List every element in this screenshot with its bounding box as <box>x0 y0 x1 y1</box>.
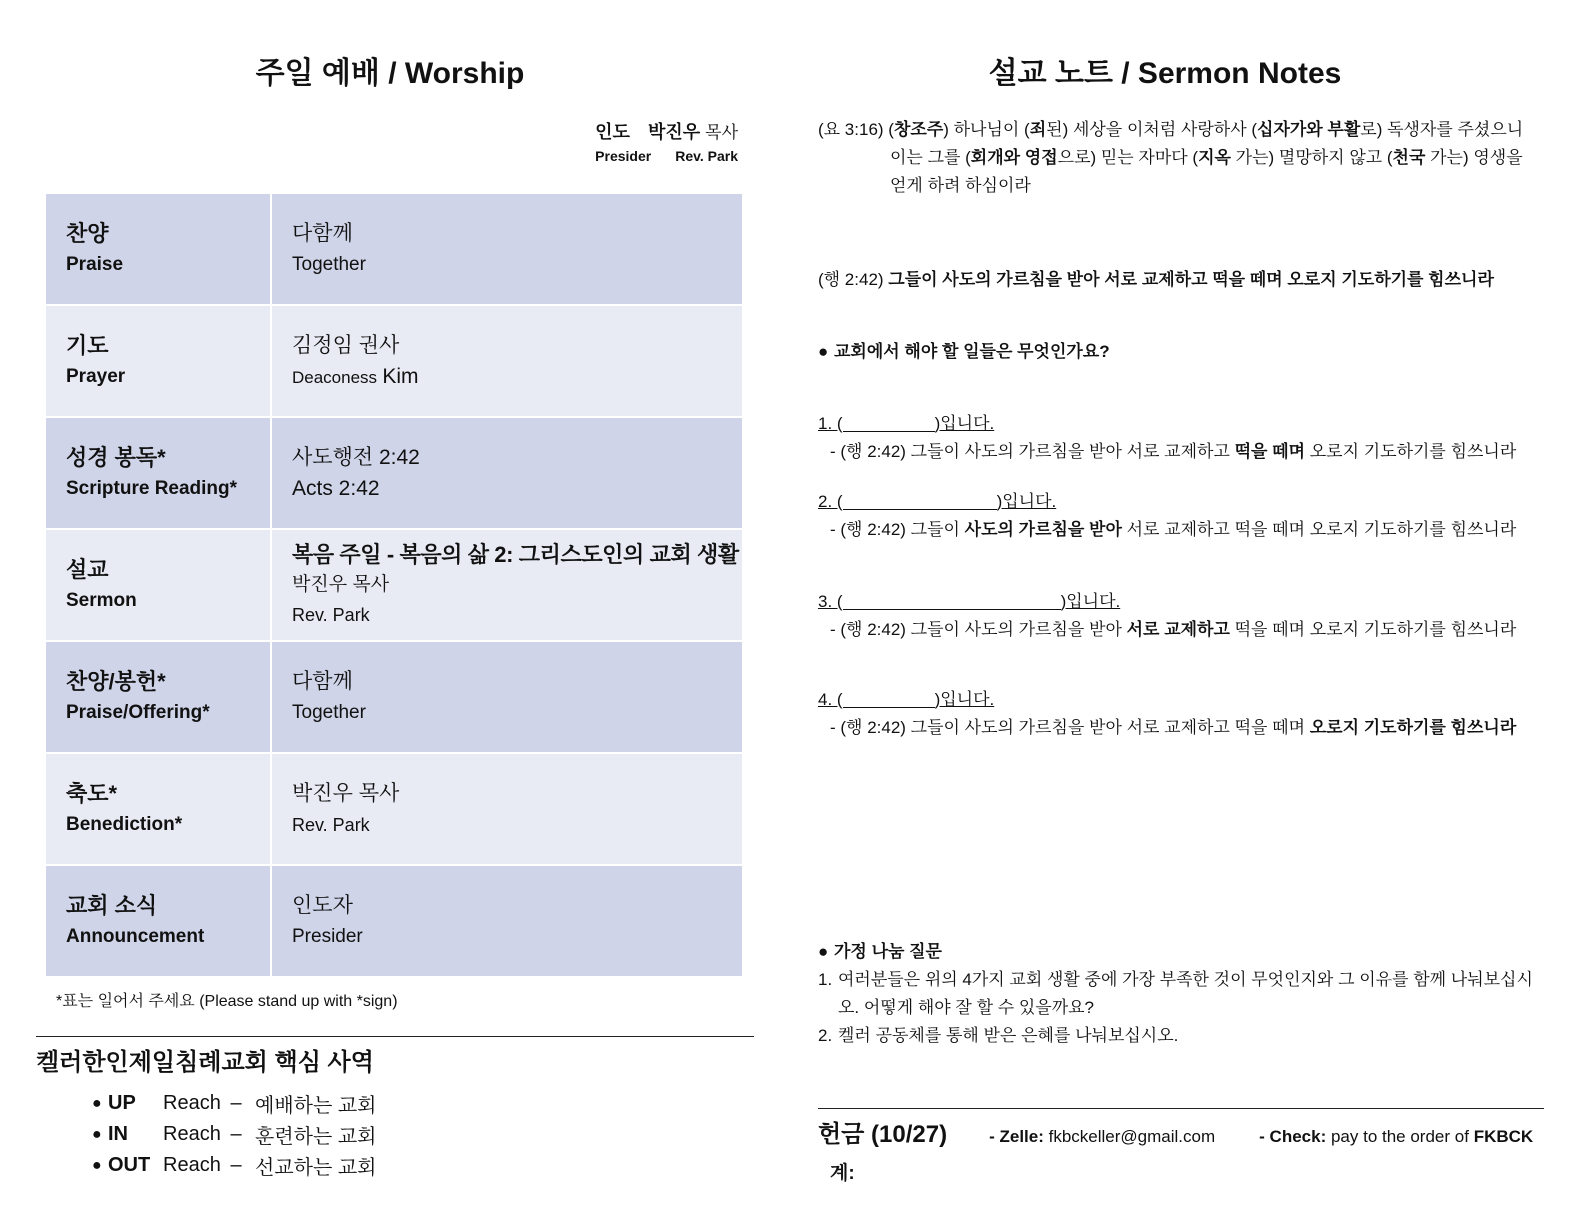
order-label-ko: 찬양 <box>66 221 109 246</box>
sermon-title-value: 복음 주일 - 복음의 삶 2: 그리스도인의 교회 생활 <box>292 542 739 567</box>
order-value-en: Acts 2:42 <box>292 477 380 500</box>
presider-label-en: Presider <box>595 148 652 164</box>
ministry-dash: – <box>230 1154 242 1176</box>
offering-heading: 헌금 (10/27) <box>818 1121 948 1148</box>
ministry-key: IN <box>108 1123 128 1145</box>
ministry-title: 켈러한인제일침례교회 핵심 사역 <box>36 1049 374 1076</box>
blank-answer: 창조주 <box>893 120 944 139</box>
ministry-reach: Reach <box>163 1123 221 1145</box>
ministry-key: UP <box>108 1092 136 1114</box>
divider <box>818 1108 1544 1109</box>
fill-in-blank[interactable] <box>843 491 997 510</box>
order-value-ko: 박진우 목사 <box>292 782 400 805</box>
order-value-en-name: Kim <box>382 364 419 388</box>
fill-in-blank[interactable] <box>843 591 1061 610</box>
blank-answer: 회개와 영접 <box>970 148 1058 167</box>
order-value-en: Rev. Park <box>292 815 370 835</box>
order-label-ko: 교회 소식 <box>66 893 158 918</box>
worship-order-table <box>44 192 744 978</box>
ministry-reach: Reach <box>163 1092 221 1114</box>
ministry-desc: 예배하는 교회 <box>255 1095 377 1117</box>
order-label-ko: 축도* <box>66 781 118 806</box>
bullet-icon: ● <box>818 342 829 361</box>
verse-john-3-16: (요 3:16) (창조주) 하나님이 (죄된) 세상을 이처럼 사랑하사 (십자가와 부활로) 독생자를 주셨으니 이는 그를 (회개와 영접으로) 믿는 자마다 (지옥 가는) 멸망하지 않고 (천국 가는) 영생을 얻게 하려 하심이라 <box>818 120 1524 195</box>
ministry-item-in <box>92 1119 376 1150</box>
order-value-ko: 박진우 목사 <box>292 574 390 595</box>
order-label-ko: 성경 봉독* <box>66 445 166 470</box>
order-value-ko: 김정임 권사 <box>292 333 400 357</box>
verse-ref: (행 2:42) <box>818 270 884 289</box>
order-label-en: Prayer <box>66 366 126 387</box>
sermon-point-3: 3. ( )입니다. - (행 2:42) 그들이 사도의 가르침을 받아 서로 교제하고 떡을 떼며 오로지 기도하기를 힘쓰니라 <box>818 592 1517 639</box>
family-heading: 가정 나눔 질문 <box>834 942 942 961</box>
ministry-desc: 훈련하는 교회 <box>255 1126 377 1148</box>
sermon-point-4: 4. ( )입니다. - (행 2:42) 그들이 사도의 가르침을 받아 서로 교제하고 떡을 떼며 오로지 기도하기를 힘쓰니라 <box>818 690 1517 737</box>
presider-title-ko: 목사 <box>705 123 738 142</box>
order-label-en: Praise/Offering* <box>66 702 210 723</box>
order-row-scripture <box>45 417 743 529</box>
sermon-point-2: 2. ( )입니다. - (행 2:42) 그들이 사도의 가르침을 받아 서로 교제하고 떡을 떼며 오로지 기도하기를 힘쓰니라 <box>818 492 1517 539</box>
family-question-item: 1. 여러분들은 위의 4가지 교회 생활 중에 가장 부족한 것이 무엇인지와 그 이유를 함께 나눠보십시오. 어떻게 해야 잘 할 수 있을까요? <box>818 970 1533 1017</box>
order-value-en: Rev. Park <box>292 605 370 625</box>
order-row-prayer <box>45 305 743 417</box>
order-label-ko: 기도 <box>66 333 109 358</box>
order-label-en: Benediction* <box>66 814 183 835</box>
blank-answer: 십자가와 부활 <box>1257 120 1361 139</box>
worship-title: 주일 예배 / Worship <box>255 57 525 90</box>
ministry-dash: – <box>230 1123 242 1145</box>
ministry-item-out <box>92 1150 376 1181</box>
verse-acts-2-42 <box>818 266 1494 294</box>
bullet-icon: ● <box>92 1094 102 1112</box>
order-value-en-title: Deaconess <box>292 367 378 387</box>
order-value-ko: 다함께 <box>292 222 353 245</box>
order-row-praise <box>45 193 743 305</box>
blank-answer: 죄 <box>1029 120 1047 139</box>
order-value-ko: 사도행전 2:42 <box>292 446 420 469</box>
verse-ref: (요 3:16) <box>818 120 884 139</box>
ministry-list <box>92 1088 376 1181</box>
presider-block <box>595 118 738 164</box>
ministry-reach: Reach <box>163 1154 221 1176</box>
verse-text: 그들이 사도의 가르침을 받아 서로 교제하고 떡을 떼며 오로지 기도하기를 힘쓰니라 <box>888 270 1494 289</box>
fill-in-blank[interactable] <box>843 413 935 432</box>
blank-answer: 천국 <box>1392 148 1426 167</box>
order-label-en: Praise <box>66 254 124 275</box>
bullet-icon: ● <box>92 1156 102 1174</box>
order-row-offering <box>45 641 743 753</box>
order-row-sermon <box>45 529 743 641</box>
sermon-notes-title: 설교 노트 / Sermon Notes <box>988 57 1342 90</box>
bullet-icon: ● <box>818 942 829 961</box>
order-label-en: Announcement <box>66 926 205 947</box>
account-label: 계: <box>830 1163 855 1184</box>
ministry-key: OUT <box>108 1154 151 1176</box>
offering-info <box>818 1114 1533 1149</box>
order-value-ko: 다함께 <box>292 670 353 693</box>
order-row-benediction <box>45 753 743 865</box>
order-value-ko: 인도자 <box>292 894 353 917</box>
fill-in-blank[interactable] <box>843 689 935 708</box>
order-value-en: Together <box>292 702 366 723</box>
blank-answer: 지옥 <box>1198 148 1231 167</box>
order-value-en <box>292 362 722 393</box>
family-question-item: 2. 켈러 공동체를 통해 받은 은혜를 나눠보십시오. <box>818 1026 1179 1045</box>
order-label-en: Sermon <box>66 590 137 611</box>
order-label-ko: 설교 <box>66 557 109 582</box>
order-row-announcement <box>45 865 743 977</box>
sermon-point-1: 1. ( )입니다. - (행 2:42) 그들이 사도의 가르침을 받아 서로 교제하고 떡을 떼며 오로지 기도하기를 힘쓰니라 <box>818 414 1517 461</box>
order-value-en: Together <box>292 254 366 275</box>
presider-name-ko: 박진우 <box>647 122 701 142</box>
presider-label-ko: 인도 <box>595 122 630 142</box>
bullet-icon: ● <box>92 1125 102 1143</box>
zelle-email: fkbckeller@gmail.com <box>1048 1127 1216 1146</box>
check-info: - Check: pay to the order of FKBCK <box>1259 1127 1534 1146</box>
order-label-en: Scripture Reading* <box>66 478 238 499</box>
stand-up-note: *표는 일어서 주세요 (Please stand up with *sign) <box>56 993 398 1010</box>
ministry-desc: 선교하는 교회 <box>255 1157 377 1179</box>
order-value-en: Presider <box>292 926 363 947</box>
presider-name-en: Rev. Park <box>675 148 738 164</box>
check-payee: FKBCK <box>1473 1127 1534 1146</box>
divider <box>36 1036 754 1037</box>
family-sharing-questions <box>818 938 1538 1050</box>
main-question: ● 교회에서 해야 할 일들은 무엇인가요? <box>818 338 1110 366</box>
order-label-ko: 찬양/봉헌* <box>66 669 166 694</box>
zelle-info: - Zelle: fkbckeller@gmail.com <box>989 1127 1216 1146</box>
ministry-item-up <box>92 1088 376 1119</box>
ministry-dash: – <box>230 1092 242 1114</box>
